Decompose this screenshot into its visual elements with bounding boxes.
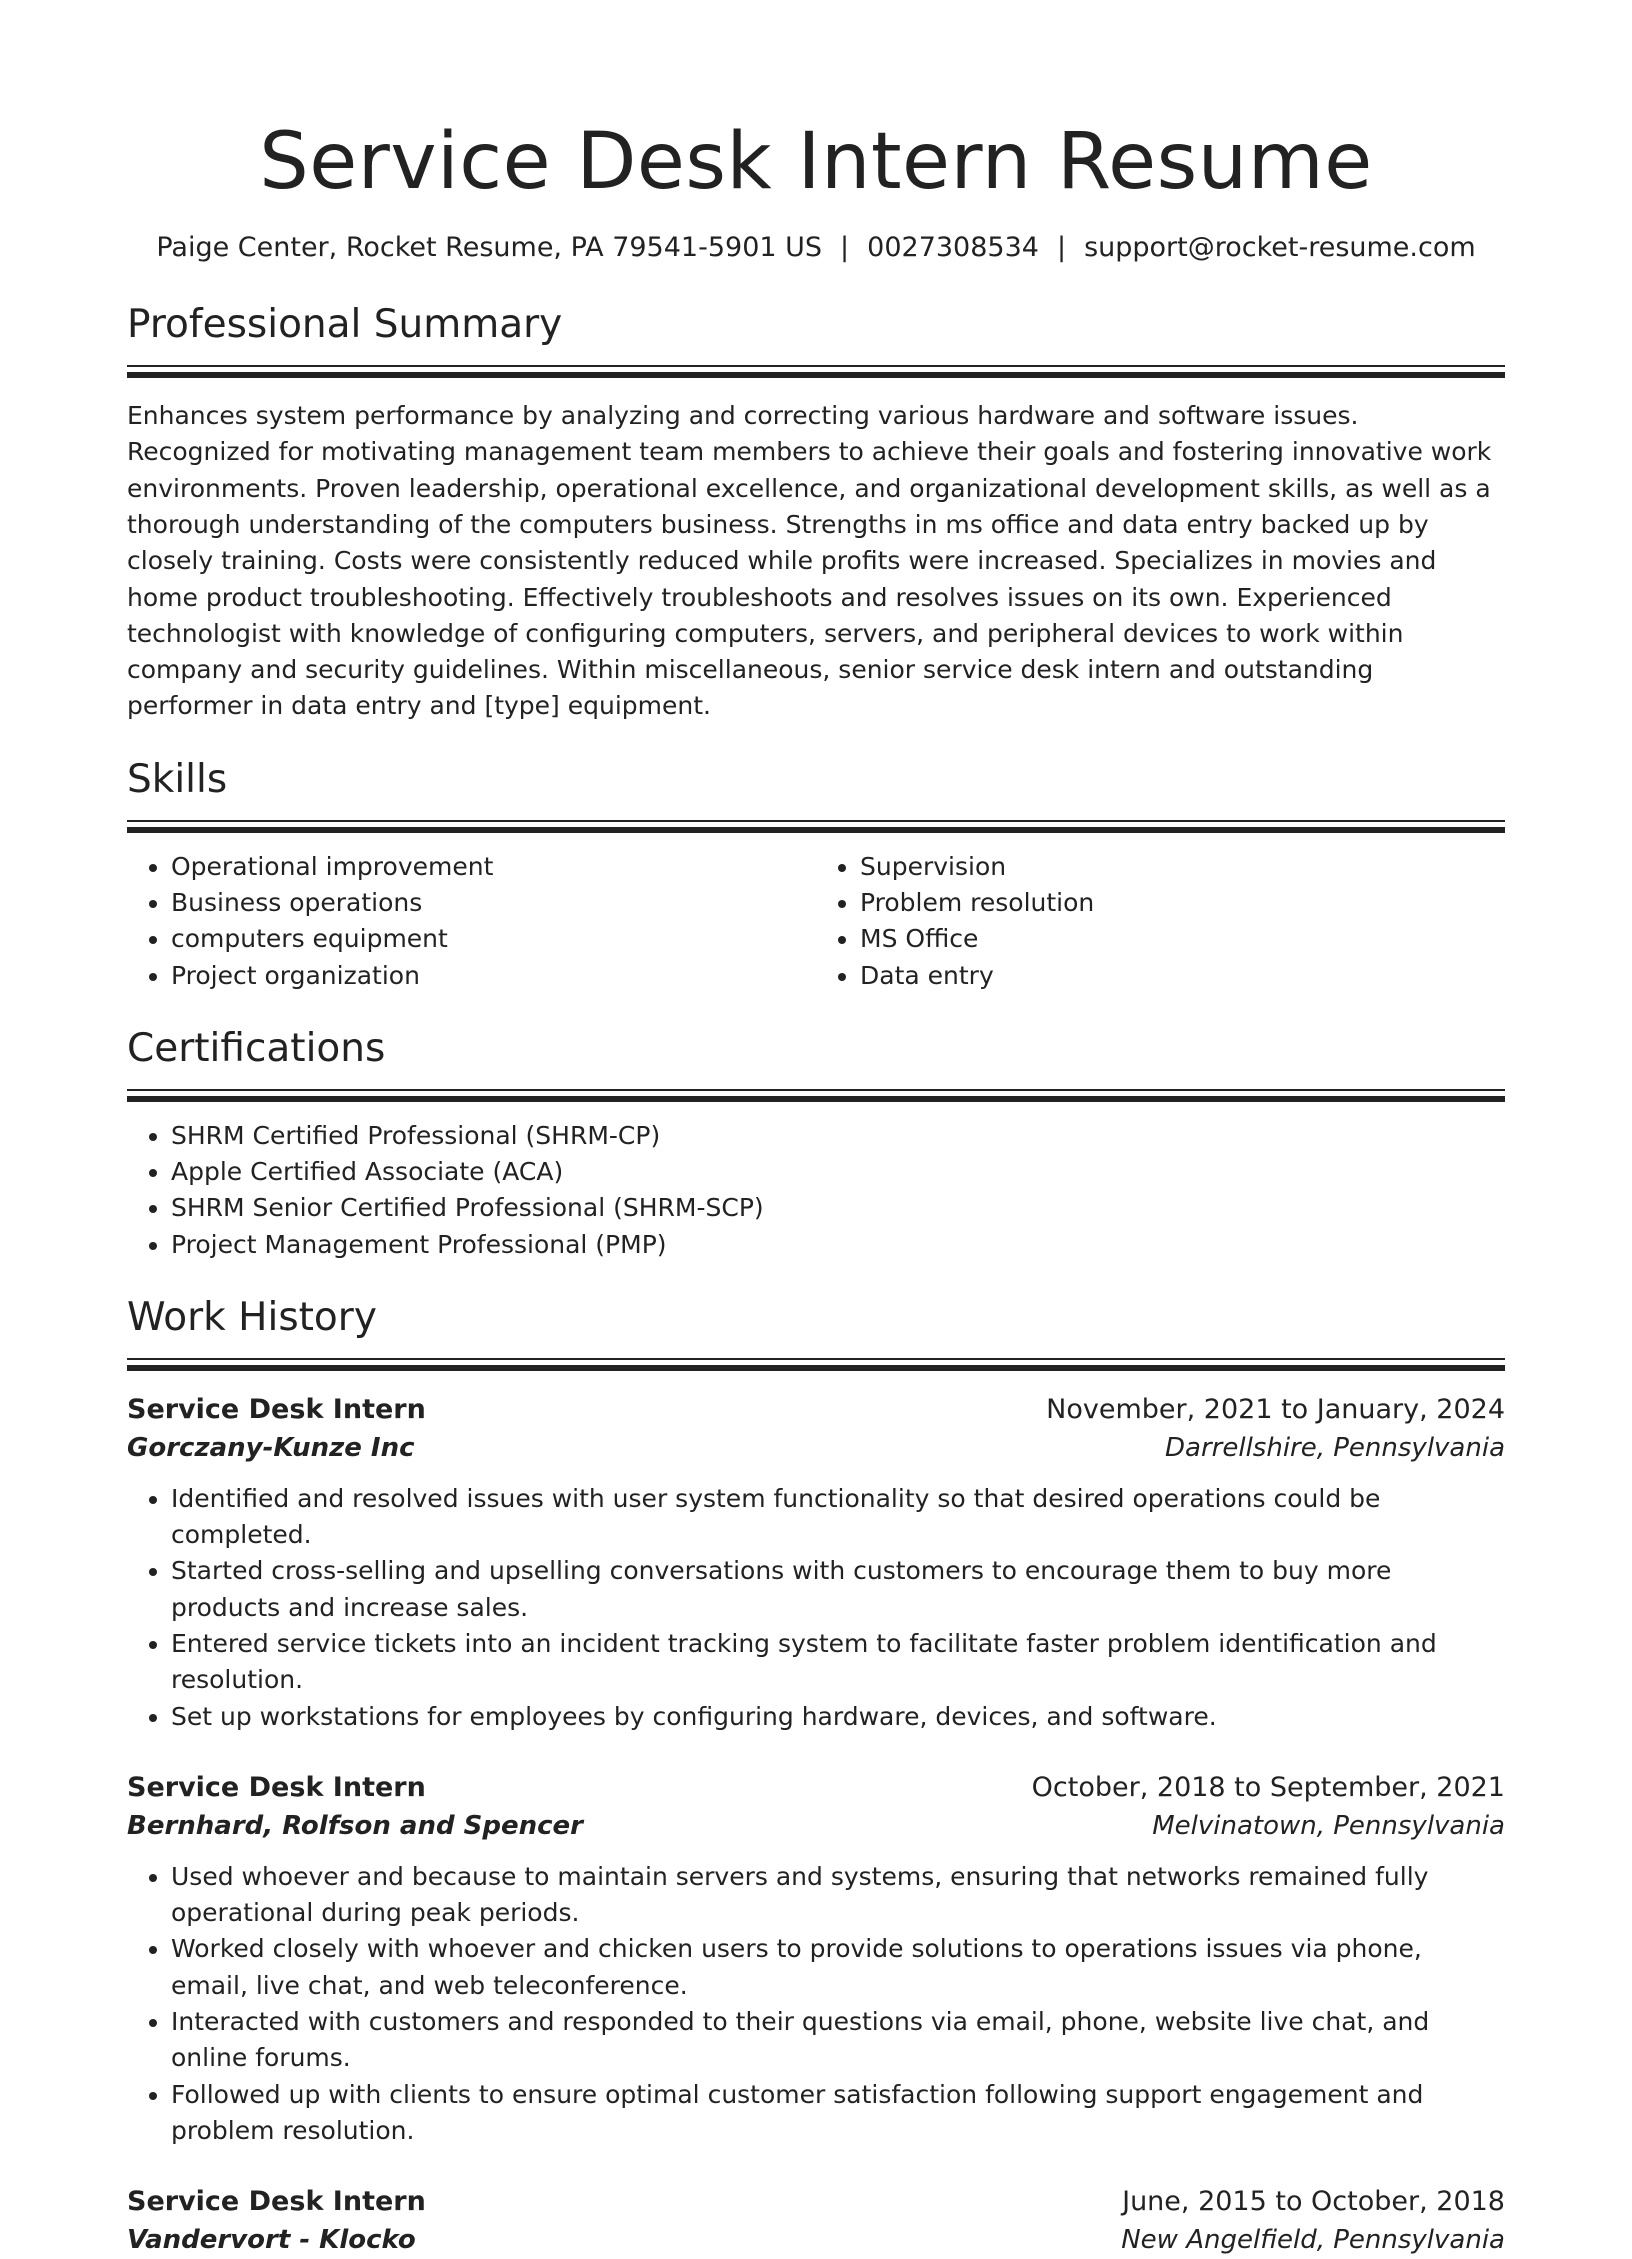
contact-email: support@rocket-resume.com [1084, 231, 1476, 263]
job-bullets [127, 1859, 1505, 2149]
certifications-list [127, 1118, 1505, 1263]
contact-separator: | [840, 231, 850, 263]
job-dates: November, 2021 to January, 2024 [1046, 1393, 1505, 1425]
summary-section [127, 304, 1505, 725]
job-title: Service Desk Intern [127, 1393, 426, 1425]
section-divider [127, 1089, 1505, 1102]
skills-grid [127, 849, 1505, 994]
skill-item: • Supervision [860, 849, 1505, 885]
certification-item: • SHRM Senior Certified Professional (SHRM-SCP) [171, 1190, 1505, 1226]
job-header-row [127, 1391, 1505, 1429]
job-bullets [127, 1481, 1505, 1735]
job-bullet: • Entered service tickets into an incident tracking system to facilitate faster problem identification and resolution. [171, 1626, 1505, 1699]
skills-list-left [127, 849, 816, 994]
section-heading-work-history: Work History [127, 1294, 377, 1340]
skill-item: • Business operations [171, 885, 816, 921]
section-heading-skills: Skills [127, 756, 228, 802]
job-location: New Angelfield, Pennsylvania [1121, 2225, 1505, 2256]
job-subheader-row [127, 1429, 1505, 1467]
skill-item: • Problem resolution [860, 885, 1505, 921]
job-dates: June, 2015 to October, 2018 [1122, 2186, 1505, 2218]
job-header-row [127, 2183, 1505, 2221]
job-title: Service Desk Intern [127, 1771, 426, 1803]
job-location: Darrellshire, Pennsylvania [1165, 1432, 1505, 1463]
work-history-section [127, 1294, 1505, 2259]
section-heading-summary: Professional Summary [127, 302, 563, 348]
job-company: Vandervort - Klocko [127, 2225, 416, 2256]
skill-item: • MS Office [860, 921, 1505, 957]
job-bullet: • Interacted with customers and responded to their questions via email, phone, website live chat, and online forums. [171, 2004, 1505, 2077]
skill-item: • computers equipment [171, 921, 816, 957]
contact-separator: | [1056, 231, 1067, 263]
skill-item: • Data entry [860, 958, 1505, 994]
job-subheader-row [127, 2221, 1505, 2259]
job-subheader-row [127, 1807, 1505, 1845]
certification-item: • Project Management Professional (PMP) [171, 1227, 1505, 1263]
section-divider [127, 1358, 1505, 1371]
job-company: Bernhard, Rolfson and Spencer [127, 1810, 583, 1841]
certifications-section [127, 1025, 1505, 1263]
section-heading-certifications: Certifications [127, 1025, 386, 1071]
page-title: Service Desk Intern Resume [259, 117, 1373, 207]
section-divider [127, 365, 1505, 378]
job-bullet: • Started cross-selling and upselling conversations with customers to encourage them to buy more products and increase sales. [171, 1553, 1505, 1626]
certification-item: • SHRM Certified Professional (SHRM-CP) [171, 1118, 1505, 1154]
job-bullet: • Followed up with clients to ensure optimal customer satisfaction following support engagement and problem resolution. [171, 2077, 1505, 2150]
job-bullet: • Used whoever and because to maintain servers and systems, ensuring that networks remained fully operational during peak periods. [171, 1859, 1505, 1932]
job-location: Melvinatown, Pennsylvania [1152, 1810, 1505, 1841]
certification-item: • Apple Certified Associate (ACA) [171, 1154, 1505, 1190]
job-bullet: • Identified and resolved issues with user system functionality so that desired operations could be completed. [171, 1481, 1505, 1554]
contact-address: Paige Center, Rocket Resume, PA 79541-5901 US [156, 231, 823, 263]
job-entry [127, 2183, 1505, 2259]
contact-line [127, 232, 1505, 264]
job-bullet: • Worked closely with whoever and chicken users to provide solutions to operations issues via phone, email, live chat, and web teleconference. [171, 1931, 1505, 2004]
job-dates: October, 2018 to September, 2021 [1031, 1771, 1505, 1803]
job-entry [127, 1391, 1505, 1735]
skills-list-right [816, 849, 1505, 994]
job-header-row [127, 1769, 1505, 1807]
skills-section [127, 756, 1505, 994]
job-bullet: • Set up workstations for employees by configuring hardware, devices, and software. [171, 1699, 1505, 1735]
section-divider [127, 820, 1505, 833]
skill-item: • Operational improvement [171, 849, 816, 885]
job-title: Service Desk Intern [127, 2186, 426, 2218]
skill-item: • Project organization [171, 958, 816, 994]
job-entry [127, 1769, 1505, 2149]
summary-text: Enhances system performance by analyzing and correcting various hardware and software issues. Recognized for motivating management team members to achieve their goals and fostering innovative work environments. Proven leadership, operational excellence, and organizational development skills, as well as a thorough understanding of the computers business. Strengths in ms office and data entry backed up by closely training. Costs were consistently reduced while profits were increased. Specializes in movies and home product troubleshooting. Effectively troubleshoots and resolves issues on its own. Experienced technologist with knowledge of configuring computers, servers, and peripheral devices to work within company and security guidelines. Within miscellaneous, senior service desk intern and outstanding performer in data entry and [type] equipment. [127, 401, 1492, 721]
contact-phone: 0027308534 [867, 231, 1039, 263]
job-company: Gorczany-Kunze Inc [127, 1432, 415, 1463]
